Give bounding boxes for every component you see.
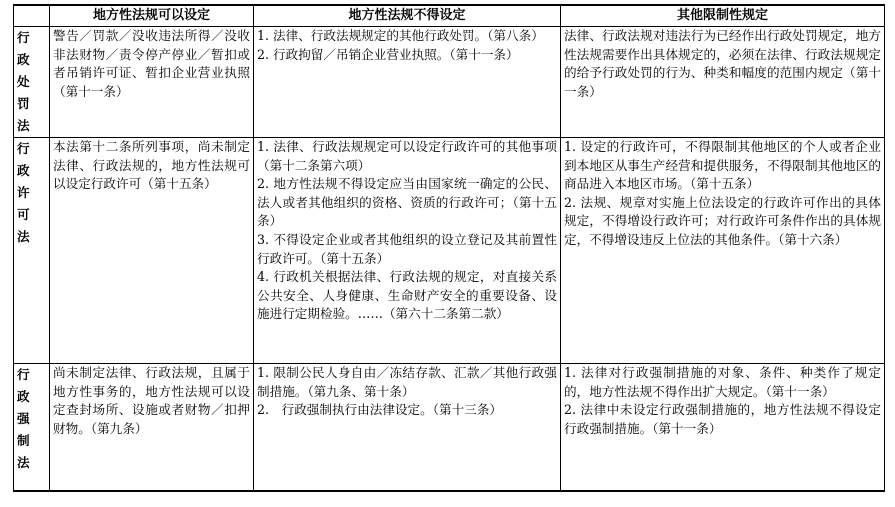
cell-can-set: 警告／罚款／没收违法所得／没收非法财物／责令停产停业／暂扣或者吊销许可证、暂扣企业营业执照（第十一条）: [50, 27, 254, 138]
list-item: 1. 限制公民人身自由／冻结存款、汇款／其他行政强制措施。（第九条、第十条）: [257, 365, 557, 399]
list-item: 2. 行政拘留／吊销企业营业执照。（第十一条）: [257, 46, 519, 62]
list-item: 2. 法律中未设定行政强制措施的，地方性法规不得设定行政强制措施。（第十一条）: [564, 402, 881, 436]
header-row: [14, 5, 885, 27]
row-header-coercion-law: 行 政 强 制 法: [14, 364, 50, 492]
list-item: 2. 地方性法规不得设定应当由国家统一确定的公民、法人或者其他组织的资格、资质的行政许可；（第十五条）: [257, 176, 557, 229]
cell-can-set: 尚未制定法律、行政法规，且属于地方性事务的，地方性法规可以设定查封场所、设施或者财物／扣押财物。（第九条）: [50, 364, 254, 492]
cell-other: [561, 27, 885, 138]
list-item: 法律、行政法规对违法行为已经作出行政处罚规定，地方性法规需要作出具体规定的，必须在法律、行政法规规定的给予行政处罚的行为、种类和幅度的范围内规定（第十一条）: [564, 28, 881, 99]
list-item: 3. 不得设定企业或者其他组织的设立登记及其前置性行政许可。（第十五条）: [257, 231, 557, 266]
list-item: 1. 设定的行政许可，不得限制其他地区的个人或者企业到本地区从事生产经营和提供服务，不得限制其他地区的商品进入本地区市场。（第十五条）: [564, 139, 881, 192]
row-header-license-law: 行 政 许 可 法: [14, 138, 50, 364]
header-can-set: 地方性法规可以设定: [50, 5, 254, 27]
list-item: 2. 法规、规章对实施上位法设定的行政许可作出的具体规定，不得增设行政许可；对行政许可条件作出的具体规定，不得增设违反上位法的其他条件。（第十六条）: [564, 194, 881, 247]
cell-cannot-set: [254, 27, 561, 138]
header-other-restrictions: 其他限制性规定: [561, 5, 885, 27]
cell-cannot-set: [254, 364, 561, 492]
list-item: 1. 法律对行政强制措施的对象、条件、种类作了规定的，地方性法规不得作出扩大规定。（第十一条）: [564, 365, 881, 399]
comparison-table: [13, 4, 885, 492]
cell-cannot-set: [254, 138, 561, 364]
header-corner: [14, 5, 50, 27]
row-header-penalty-law: 行 政 处 罚 法: [14, 27, 50, 138]
header-cannot-set: 地方性法规不得设定: [254, 5, 561, 27]
list-item: 4. 行政机关根据法律、行政法规的规定，对直接关系公共安全、人身健康、生命财产安全的重要设备、设施进行定期检验。……（第六十二条第二款）: [257, 269, 557, 322]
list-item: 2. 行政强制执行由法律设定。（第十三条）: [257, 402, 502, 418]
cell-can-set: 本法第十二条所列事项，尚未制定法律、行政法规的，地方性法规可以设定行政许可（第十五条）: [50, 138, 254, 364]
cell-other: [561, 364, 885, 492]
table-row: [14, 138, 885, 364]
list-item: 1. 法律、行政法规规定的其他行政处罚。（第八条）: [257, 28, 544, 43]
table-row: [14, 364, 885, 492]
cell-other: [561, 138, 885, 364]
table-row: [14, 27, 885, 138]
list-item: 1. 法律、行政法规规定可以设定行政许可的其他事项（第十二条第六项）: [257, 139, 557, 173]
